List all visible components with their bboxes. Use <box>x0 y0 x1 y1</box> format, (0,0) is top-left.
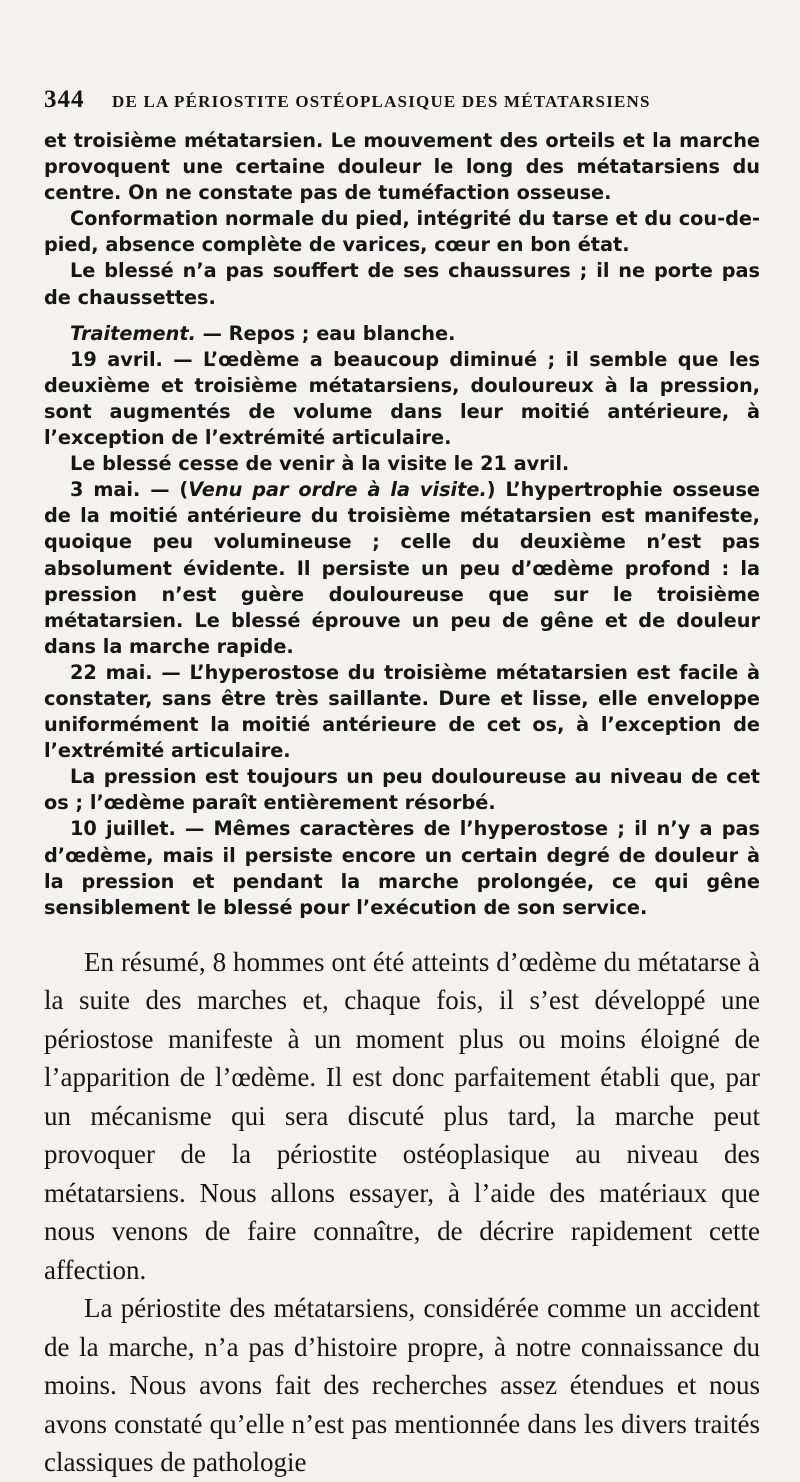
note-paragraph: 22 mai. — L’hyperostose du troisième métatarsien est facile à constater, sans être très saillante. Dure et lisse, elle enveloppe uniformément la moitié antérieure de cet os, à l’exception de l’extrémité articulaire. <box>44 660 760 763</box>
page-header <box>44 86 760 120</box>
note-paragraph: Conformation normale du pied, intégrité du tarse et du cou-de-pied, absence complète de varices, cœur en bon état. <box>44 207 760 257</box>
page-number: 344 <box>44 86 85 113</box>
note-paragraph: Le blessé n’a pas souffert de ses chaussures ; il ne porte pas de chaussettes. <box>44 259 760 309</box>
treatment-paragraph: Traitement. — Repos ; eau blanche. <box>70 321 456 345</box>
summary-paragraph: En résumé, 8 hommes ont été atteints d’œdème du métatarse à la suite des marches et, chaque fois, il s’est développé une périostose manifeste à un moment plus ou moins éloigné de l’apparition de l’œdème. Il est donc parfaitement établi que, par un mécanisme qui sera discuté plus tard, la marche peut provoquer de la périostite ostéoplasique au niveau des métatarsiens. Nous allons essayer, à l’aide des matériaux que nous venons de faire connaître, de décrire rapidement cette affection. <box>44 946 760 1285</box>
running-title: DE LA PÉRIOSTITE OSTÉOPLASIQUE DES MÉTATARSIENS <box>112 92 651 111</box>
italic-remark: Venu par ordre à la visite. <box>188 478 487 502</box>
note-paragraph: La pression est toujours un peu douloureuse au niveau de cet os ; l’œdème paraît entièrement résorbé. <box>44 765 760 815</box>
case-notes <box>44 128 760 921</box>
summary-paragraph: La périostite des métatarsiens, considérée comme un accident de la marche, n’a pas d’histoire propre, à notre connaissance du moins. Nous avons fait des recherches assez étendues et nous avons constaté qu’elle n’est pas mentionnée dans les divers traités classiques de pathologie <box>44 1293 760 1478</box>
summary-section <box>44 943 760 1482</box>
note-paragraph: 10 juillet. — Mêmes caractères de l’hyperostose ; il n’y a pas d’œdème, mais il persiste encore un certain degré de douleur à la pression et pendant la marche prolongée, ce qui gêne sensiblement le blessé pour l’exécution de son service. <box>44 817 760 919</box>
treatment-heading: Traitement. <box>70 321 196 345</box>
note-paragraph: 19 avril. — L’œdème a beaucoup diminué ; il semble que les deuxième et troisième métatarsiens, douloureux à la pression, sont augmentés de volume dans leur moitié antérieure, à l’exception de l’extrémité articulaire. <box>44 347 760 450</box>
note-paragraph: 3 mai. — (Venu par ordre à la visite.) L’hypertrophie osseuse de la moitié antérieure du troisième métatarsien est manifeste, quoique peu volumineuse ; celle du deuxième n’est pas absolument évidente. Il persiste un peu d’œdème profond : la pression n’est guère douloureuse que sur le troisième métatarsien. Le blessé éprouve un peu de gêne et de douleur dans la marche rapide. <box>44 478 760 658</box>
note-paragraph: Le blessé cesse de venir à la visite le 21 avril. <box>70 452 570 476</box>
note-paragraph: et troisième métatarsien. Le mouvement des orteils et la marche provoquent une certaine douleur le long des métatarsiens du centre. On ne constate pas de tuméfaction osseuse. <box>44 129 760 205</box>
